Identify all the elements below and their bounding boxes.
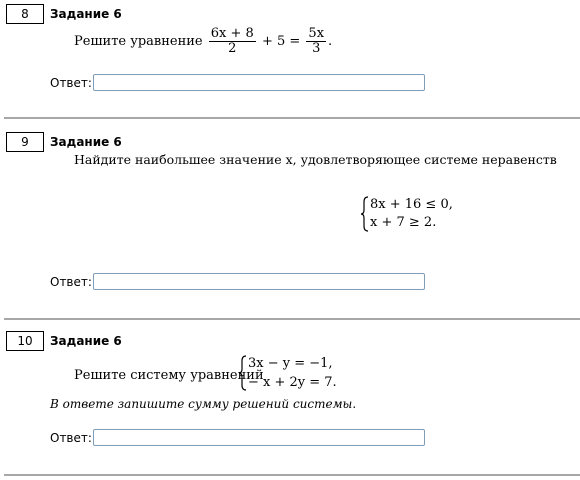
answer-label: Ответ: [50, 76, 92, 90]
fraction-numerator: 6x + 8 [210, 26, 254, 41]
equation-system [238, 355, 348, 391]
left-brace-icon [238, 355, 248, 391]
answer-input[interactable] [93, 273, 425, 290]
divider [4, 318, 580, 320]
task-note: В ответе запишите сумму решений системы. [50, 397, 357, 411]
task-title: Задание 6 [50, 7, 122, 21]
task-title: Задание 6 [50, 135, 122, 149]
task-title: Задание 6 [50, 334, 122, 348]
answer-input[interactable] [93, 74, 425, 91]
task-prompt [74, 27, 332, 56]
answer-label: Ответ: [50, 275, 92, 289]
fraction-denominator: 3 [312, 41, 321, 56]
answer-label: Ответ: [50, 431, 92, 445]
task-number-box: 8 [6, 4, 44, 24]
equation-end: . [328, 34, 333, 49]
system-line: − x + 2y = 7. [248, 375, 337, 390]
task-prompt: Найдите наибольшее значение x, удовлетворяющее системе неравенств [74, 152, 557, 167]
answer-input[interactable] [93, 429, 425, 446]
task-prompt: Решите систему уравнений [74, 368, 264, 383]
system-line: x + 7 ≥ 2. [370, 215, 437, 230]
inequality-system [360, 196, 453, 232]
equation [207, 27, 332, 56]
task-number-box: 9 [6, 132, 44, 152]
fraction-numerator: 5x [308, 26, 325, 41]
fraction-rhs [306, 27, 326, 56]
fraction-denominator: 2 [228, 41, 237, 56]
system-line: 3x − y = −1, [248, 356, 333, 371]
task-number-box: 10 [6, 331, 44, 351]
system-line: 8x + 16 ≤ 0, [370, 197, 453, 212]
divider [4, 117, 580, 119]
left-brace-icon [360, 196, 370, 232]
fraction-lhs [209, 27, 256, 56]
equation-middle: + 5 = [261, 34, 301, 49]
divider [4, 474, 580, 476]
prompt-text: Решите уравнение [74, 34, 203, 49]
